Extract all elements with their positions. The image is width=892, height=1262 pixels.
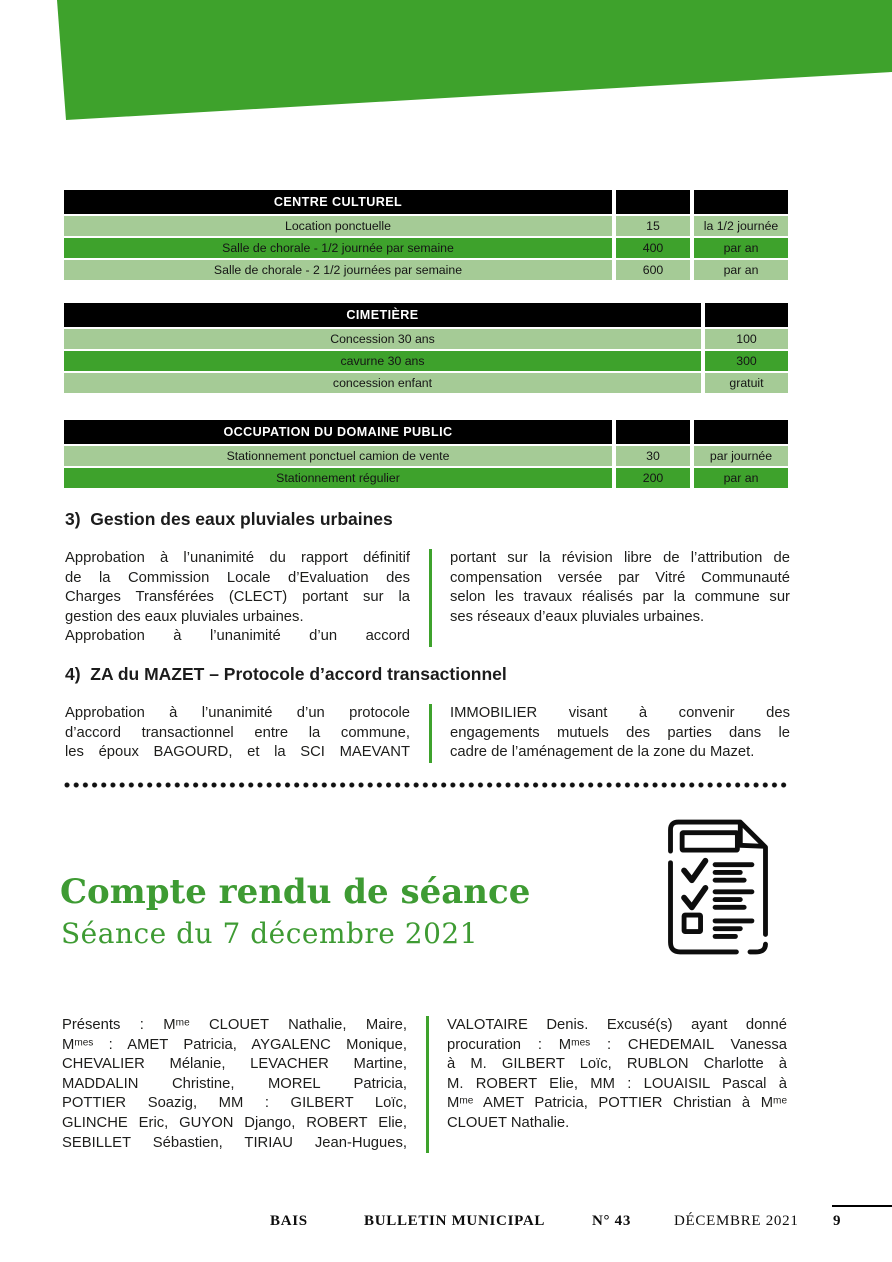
text-line: selon les travaux réalisés par la commune sur (450, 589, 790, 606)
table-header-cell (616, 190, 690, 214)
text-line: portant sur la révision libre de l’attribution de (450, 550, 790, 566)
attendance-right-column (447, 1016, 787, 1153)
table-centre-culturel (64, 190, 788, 282)
text-line: les époux BAGOURD, et la SCI MAEVANT (65, 744, 410, 761)
table-row (64, 468, 788, 488)
text-line: GLINCHE Eric, GUYON Django, ROBERT Elie, (62, 1114, 407, 1131)
text-line: Mᵐᵉ AMET Patricia, POTTIER Christian à Mᵐᵉ (447, 1095, 787, 1112)
table-cell-unit: par an (694, 260, 788, 280)
footer-issue-number: N° 43 (592, 1213, 632, 1229)
text-line: M. ROBERT Elie, MM : LOUAISIL Pascal à (447, 1075, 787, 1092)
text-line: Approbation à l’unanimité du rapport définitif (65, 550, 410, 566)
text-line: SEBILLET Sébastien, TIRIAU Jean-Hugues, (62, 1134, 407, 1151)
text-line: Présents : Mᵐᵉ CLOUET Nathalie, Maire, (62, 1017, 407, 1033)
table-row (64, 216, 788, 236)
text-line: ses réseaux d’eaux pluviales urbaines. (450, 608, 705, 625)
text-line: gestion des eaux pluviales urbaines. (65, 608, 304, 625)
column-divider (429, 704, 432, 763)
text-line: POTTIER Soazig, MM : GILBERT Loïc, (62, 1095, 407, 1112)
table-header-cell (616, 420, 690, 444)
table-cell-unit: la 1/2 journée (694, 216, 788, 236)
footer-bulletin-title: BULLETIN MUNICIPAL (364, 1213, 546, 1229)
text-line: compensation versée par Vitré Communauté (450, 569, 790, 586)
table-cell-label: Location ponctuelle (64, 216, 612, 236)
table-cell-unit: par an (694, 468, 788, 488)
text-line: CLOUET Nathalie. (447, 1114, 570, 1131)
table-title: CENTRE CULTUREL (64, 190, 612, 214)
table-header-row (64, 420, 788, 444)
report-title: Compte rendu de séance (60, 872, 531, 912)
table-cell-unit: par an (694, 238, 788, 258)
text-line: Mᵐᵉˢ : AMET Patricia, AYGALENC Monique, (62, 1036, 407, 1053)
table-title: CIMETIÈRE (64, 303, 701, 327)
attendance-left-column (62, 1016, 407, 1153)
table-row (64, 373, 788, 393)
section-za-du-mazet (65, 663, 790, 763)
table-cell-value: gratuit (705, 373, 788, 393)
text-line: CHEVALIER Mélanie, LEVACHER Martine, (62, 1056, 407, 1073)
section-eaux-pluviales (65, 508, 790, 647)
text-line: cadre de l’aménagement de la zone du Mazet. (450, 744, 755, 761)
page-number-rule (832, 1205, 892, 1207)
section-4-heading: 4) ZA du MAZET – Protocole d’accord transactionnel (65, 664, 507, 684)
page-footer (0, 1213, 892, 1243)
text-line: Charges Transférées (CLECT) portant sur la (65, 589, 410, 606)
table-cell-unit: par journée (694, 446, 788, 466)
text-line: procuration : Mᵐᵉˢ : CHEDEMAIL Vanessa (447, 1036, 787, 1053)
table-cell-label: Concession 30 ans (64, 329, 701, 349)
text-line: à M. GILBERT Loïc, RUBLON Charlotte à (447, 1056, 787, 1073)
table-cell-value: 100 (705, 329, 788, 349)
table-cell-value: 600 (616, 260, 690, 280)
table-cell-value: 30 (616, 446, 690, 466)
table-header-cell (705, 303, 788, 327)
text-line: Approbation à l’unanimité d’un accord (65, 628, 410, 645)
table-row (64, 238, 788, 258)
table-row (64, 329, 788, 349)
text-line: IMMOBILIER visant à convenir des (450, 705, 790, 721)
table-header-cell (694, 190, 788, 214)
section-3-right-column (450, 549, 790, 647)
table-row (64, 351, 788, 371)
table-cell-label: concession enfant (64, 373, 701, 393)
table-occupation-domaine-public (64, 420, 788, 490)
report-subtitle: Séance du 7 décembre 2021 (61, 917, 479, 950)
text-line: VALOTAIRE Denis. Excusé(s) ayant donné (447, 1017, 787, 1033)
table-cell-label: Salle de chorale - 2 1/2 journées par semaine (64, 260, 612, 280)
text-line: d’accord transactionnel entre la commune, (65, 724, 410, 741)
page-number: 9 (833, 1213, 842, 1229)
table-row (64, 260, 788, 280)
table-header-row (64, 190, 788, 214)
section-3-left-column (65, 549, 410, 647)
table-cell-label: Salle de chorale - 1/2 journée par semaine (64, 238, 612, 258)
table-cell-value: 15 (616, 216, 690, 236)
checklist-document-icon (655, 812, 781, 960)
section-4-right-column (450, 704, 790, 763)
table-cell-label: Stationnement régulier (64, 468, 612, 488)
table-cell-label: cavurne 30 ans (64, 351, 701, 371)
footer-city: BAIS (270, 1213, 308, 1229)
table-cimetiere (64, 303, 788, 395)
table-header-row (64, 303, 788, 327)
text-line: Approbation à l’unanimité d’un protocole (65, 705, 410, 721)
column-divider (426, 1016, 429, 1153)
column-divider (429, 549, 432, 647)
attendance-section (62, 1016, 789, 1153)
text-line: MADDALIN Christine, MOREL Patricia, (62, 1075, 407, 1092)
table-row (64, 446, 788, 466)
text-line: engagements mutuels des parties dans le (450, 724, 790, 741)
table-header-cell (694, 420, 788, 444)
section-3-heading: 3) Gestion des eaux pluviales urbaines (65, 509, 393, 529)
dotted-separator (64, 782, 790, 788)
table-cell-value: 400 (616, 238, 690, 258)
text-line: de la Commission Locale d’Evaluation des (65, 569, 410, 586)
table-cell-value: 200 (616, 468, 690, 488)
table-title: OCCUPATION DU DOMAINE PUBLIC (64, 420, 612, 444)
table-cell-label: Stationnement ponctuel camion de vente (64, 446, 612, 466)
header-band (0, 0, 892, 121)
table-cell-value: 300 (705, 351, 788, 371)
section-4-left-column (65, 704, 410, 763)
footer-date: DÉCEMBRE 2021 (674, 1213, 799, 1229)
